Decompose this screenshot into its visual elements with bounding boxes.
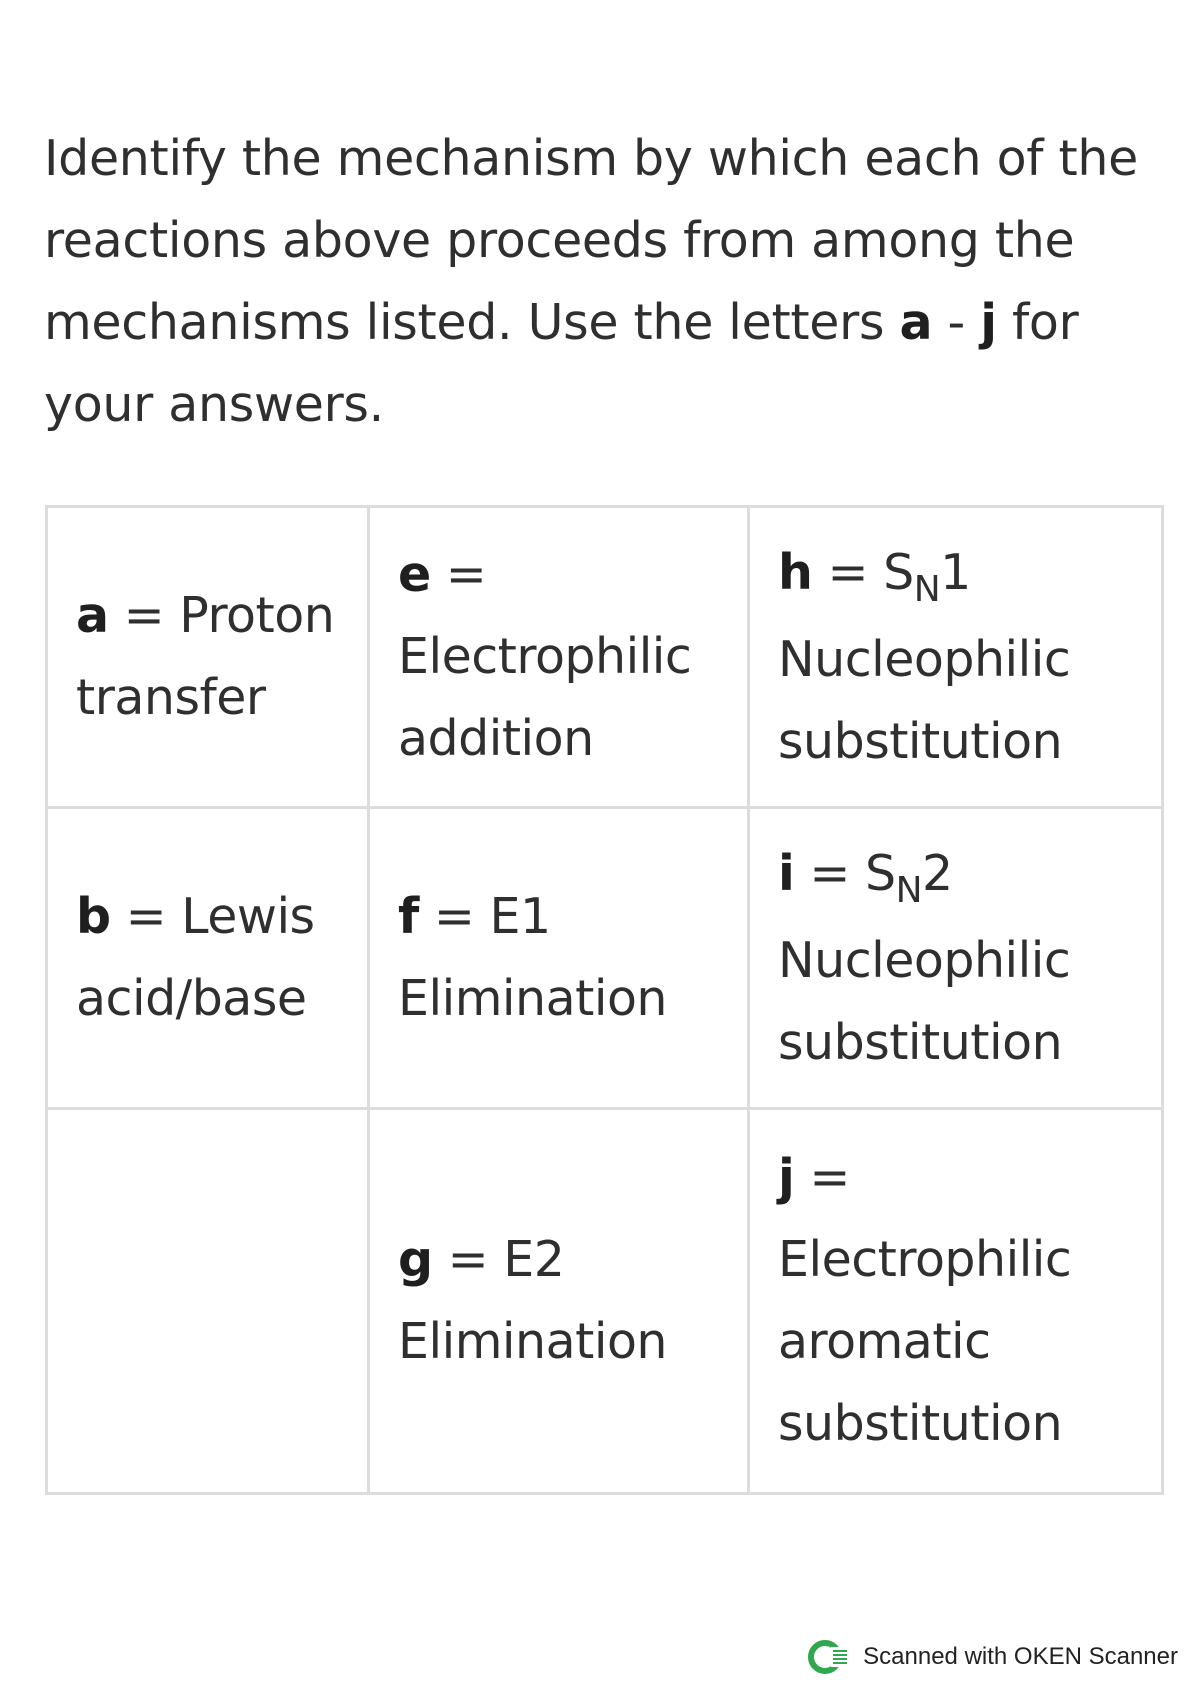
mechanism-cell-e: e = Electrophilic addition xyxy=(369,507,749,808)
mechanism-cell-b: b = Lewis acid/base xyxy=(47,808,369,1109)
table-row xyxy=(47,808,1163,1109)
mechanism-key-h: h xyxy=(778,543,813,601)
mechanism-cell-i: $i = S_N2$ Nucleophilic substitution xyxy=(749,808,1163,1109)
mechanism-cell-a: a = Proton transfer xyxy=(47,507,369,808)
mechanism-cell-j: j = Electrophilic aromatic substitution xyxy=(749,1109,1163,1494)
mechanism-cell-empty xyxy=(47,1109,369,1494)
instruction-letter-a: a xyxy=(899,294,933,351)
mechanism-cell-g: g = E2 Elimination xyxy=(369,1109,749,1494)
instruction-dash: - xyxy=(932,294,981,351)
instruction-text xyxy=(44,118,1164,446)
table-row xyxy=(47,1109,1163,1494)
mechanism-key-b: b xyxy=(76,888,111,945)
mechanism-key-i: i xyxy=(778,844,795,902)
mechanism-key-a: a xyxy=(76,587,109,644)
scanner-watermark-text: Scanned with OKEN Scanner xyxy=(863,1643,1178,1670)
instruction-part2: for your answers. xyxy=(44,294,1079,433)
mechanism-key-g: g xyxy=(398,1231,433,1288)
scanner-watermark xyxy=(807,1634,1178,1680)
mechanism-key-f: f xyxy=(398,888,419,945)
mechanism-key-e: e xyxy=(398,546,431,603)
oken-scanner-logo-icon xyxy=(807,1638,851,1676)
instruction-part1: Identify the mechanism by which each of the reactions above proceeds from among the mechanisms listed. Use the letters xyxy=(44,130,1139,351)
table-row xyxy=(47,507,1163,808)
mechanism-table xyxy=(45,505,1164,1495)
mechanism-cell-f: f = E1 Elimination xyxy=(369,808,749,1109)
instruction-letter-j: j xyxy=(980,294,997,351)
mechanism-key-j: j xyxy=(778,1149,795,1206)
mechanism-cell-h: $h = S_N1$ Nucleophilic substitution xyxy=(749,507,1163,808)
